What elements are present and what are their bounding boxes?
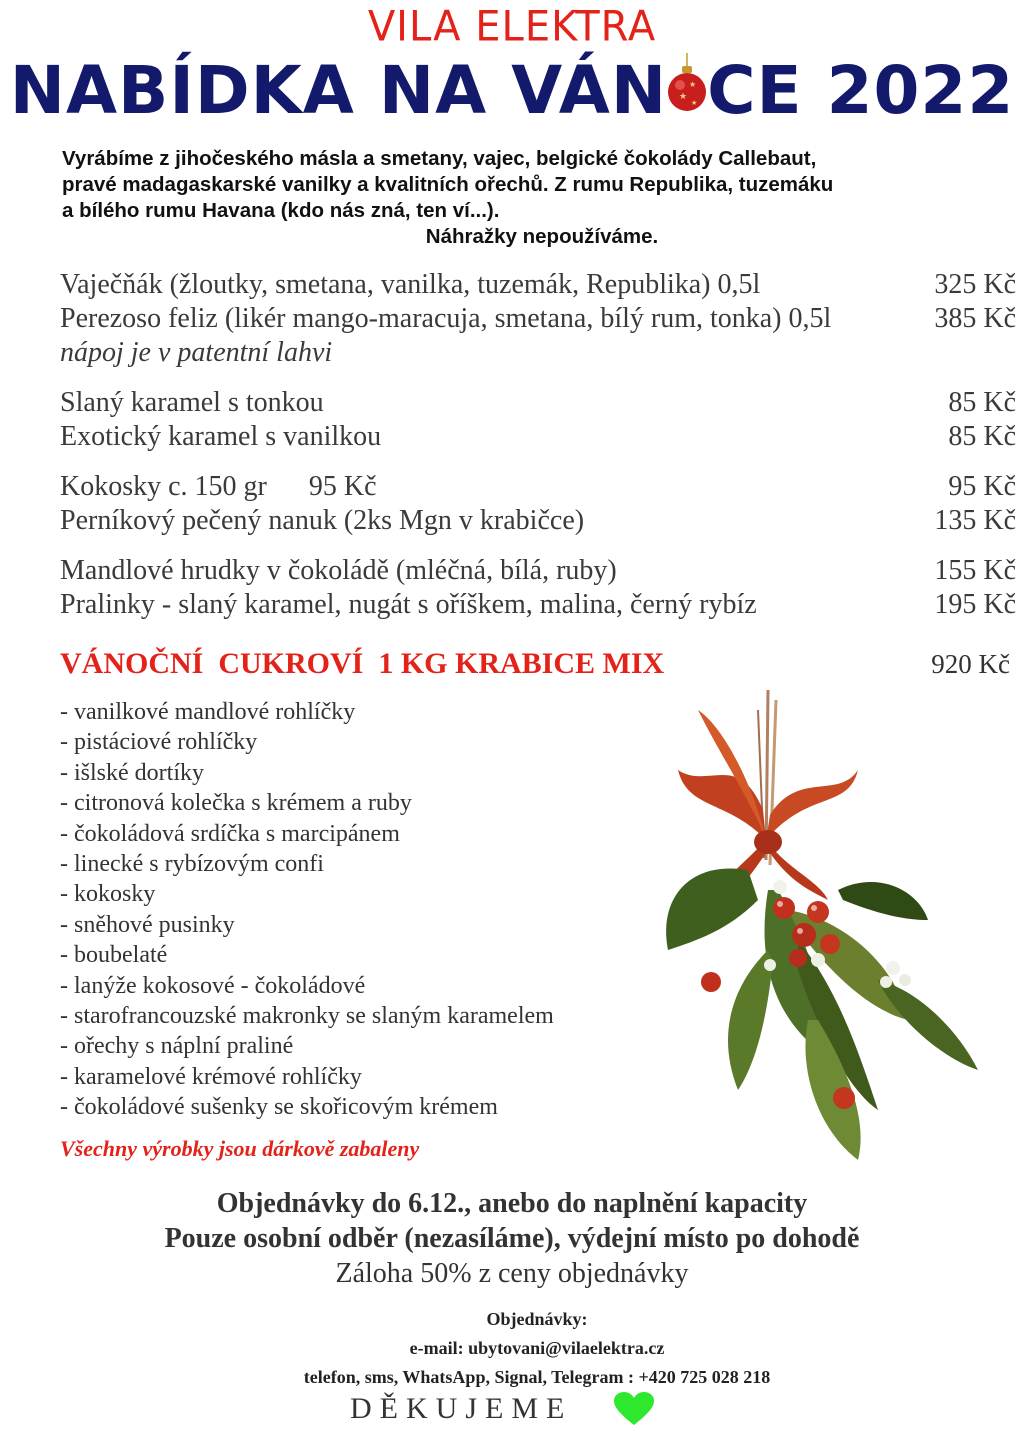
menu-item-name: Perníkový pečený nanuk (2ks Mgn v krabičce) bbox=[60, 505, 585, 536]
menu-item-name: Kokosky c. 150 gr 95 Kč bbox=[60, 471, 377, 502]
menu-group-chocolate bbox=[60, 554, 1016, 622]
list-item: - vanilkové mandlové rohlíčky bbox=[60, 699, 356, 725]
cookie-list bbox=[60, 697, 554, 1123]
order-info bbox=[0, 1186, 1024, 1291]
title-part-2: CE 2022 bbox=[707, 52, 1015, 129]
menu-item-price: 85 Kč bbox=[948, 421, 1016, 452]
list-item: - kokosky bbox=[60, 881, 156, 908]
menu-group-sweets bbox=[60, 470, 1016, 538]
menu-group-caramel bbox=[60, 386, 1016, 454]
gift-wrap-note: Všechny výrobky jsou dárkově zabaleny bbox=[60, 1136, 420, 1161]
menu-group-drinks bbox=[60, 268, 1016, 370]
list-item: - čokoládová srdíčka s marcipánem bbox=[60, 820, 400, 847]
intro-line: pravé madagaskarské vanilky a kvalitních ořechů. Z rumu Republika, tuzemáku bbox=[62, 173, 834, 196]
list-item: - starofrancouzské makronky se slaným karamelem bbox=[60, 1003, 554, 1030]
bottle-note bbox=[60, 336, 1016, 370]
menu-item-price: 85 Kč bbox=[948, 387, 1016, 418]
list-item: - čokoládové sušenky se skořicovým krémem bbox=[60, 1094, 498, 1121]
contact-email[interactable]: e-mail: ubytovani@vilaelektra.cz bbox=[409, 1338, 665, 1358]
thanks-text: DĚKUJEME bbox=[350, 1392, 573, 1425]
intro-text bbox=[62, 146, 1022, 250]
menu-item-name: Exotický karamel s vanilkou bbox=[60, 421, 382, 452]
menu-item bbox=[60, 588, 1016, 622]
list-item: - karamelové krémové rohlíčky bbox=[60, 1063, 362, 1090]
list-item: - sněhové pusinky bbox=[60, 911, 235, 938]
contact-heading: Objednávky: bbox=[486, 1309, 588, 1329]
menu-item-price: 195 Kč bbox=[934, 589, 1016, 620]
cookie-box-heading bbox=[60, 644, 1010, 684]
intro-line: Vyrábíme z jihočeského másla a smetany, vajec, belgické čokolády Callebaut, bbox=[62, 147, 817, 170]
deposit-note: Záloha 50% z ceny objednávky bbox=[335, 1258, 689, 1289]
menu-item bbox=[60, 420, 1016, 454]
list-item: - ořechy s náplní praliné bbox=[60, 1033, 294, 1060]
menu-item-name: Slaný karamel s tonkou bbox=[60, 387, 324, 418]
cookie-box-price: 920 Kč bbox=[931, 649, 1010, 679]
menu-item-name: Vaječňák (žloutky, smetana, vanilka, tuzemák, Republika) 0,5l bbox=[60, 269, 761, 300]
heart-icon bbox=[614, 1392, 654, 1426]
intro-note: Náhražky nepoužíváme. bbox=[425, 225, 659, 248]
page-title bbox=[0, 52, 1024, 129]
svg-text:★: ★ bbox=[689, 80, 698, 89]
menu-item-price: 385 Kč bbox=[934, 303, 1016, 334]
holly-illustration bbox=[648, 690, 988, 1170]
contact-phone[interactable]: telefon, sms, WhatsApp, Signal, Telegram : +420 725 028 218 bbox=[303, 1367, 771, 1387]
brand-name: VILA ELEKTRA bbox=[367, 2, 657, 52]
menu-item bbox=[60, 554, 1016, 588]
menu-item-name: Mandlové hrudky v čokoládě (mléčná, bílá, ruby) bbox=[60, 555, 617, 586]
svg-text:★: ★ bbox=[691, 99, 699, 107]
intro-line: a bílého rumu Havana (kdo nás zná, ten ví...). bbox=[62, 199, 500, 222]
menu-item-name: Perezoso feliz (likér mango-maracuja, smetana, bílý rum, tonka) 0,5l bbox=[60, 303, 832, 334]
menu-item bbox=[60, 302, 1016, 336]
contact-info bbox=[0, 1305, 1024, 1392]
cookie-box-title: VÁNOČNÍ CUKROVÍ 1 KG KRABICE MIX bbox=[60, 647, 665, 680]
list-item: - boubelaté bbox=[60, 942, 168, 969]
menu-item-name: Pralinky - slaný karamel, nugát s oříškem, malina, černý rybíz bbox=[60, 589, 757, 620]
menu-item-price: 325 Kč bbox=[934, 269, 1016, 300]
list-item: - lanýže kokosové - čokoládové bbox=[60, 972, 366, 999]
menu-item bbox=[60, 386, 1016, 420]
pickup-note: Pouze osobní odběr (nezasíláme), výdejní místo po dohodě bbox=[164, 1223, 860, 1254]
menu-item bbox=[60, 268, 1016, 302]
list-item: - pistáciové rohlíčky bbox=[60, 729, 258, 756]
list-item: - linecké s rybízovým confi bbox=[60, 851, 324, 878]
menu-item bbox=[60, 470, 1016, 504]
bottle-note-text: nápoj je v patentní lahvi bbox=[60, 337, 333, 368]
list-item: - išlské dortíky bbox=[60, 759, 204, 786]
christmas-ornament-icon bbox=[667, 53, 707, 119]
menu-item bbox=[60, 504, 1016, 538]
order-deadline: Objednávky do 6.12., anebo do naplnění kapacity bbox=[216, 1188, 808, 1219]
svg-text:★: ★ bbox=[679, 92, 689, 102]
menu-item-price: 155 Kč bbox=[934, 555, 1016, 586]
menu-item-price: 135 Kč bbox=[934, 505, 1016, 536]
title-part-1: NABÍDKA NA VÁN bbox=[9, 52, 668, 129]
menu-item-price: 95 Kč bbox=[948, 471, 1016, 502]
list-item: - citronová kolečka s krémem a ruby bbox=[60, 790, 412, 817]
